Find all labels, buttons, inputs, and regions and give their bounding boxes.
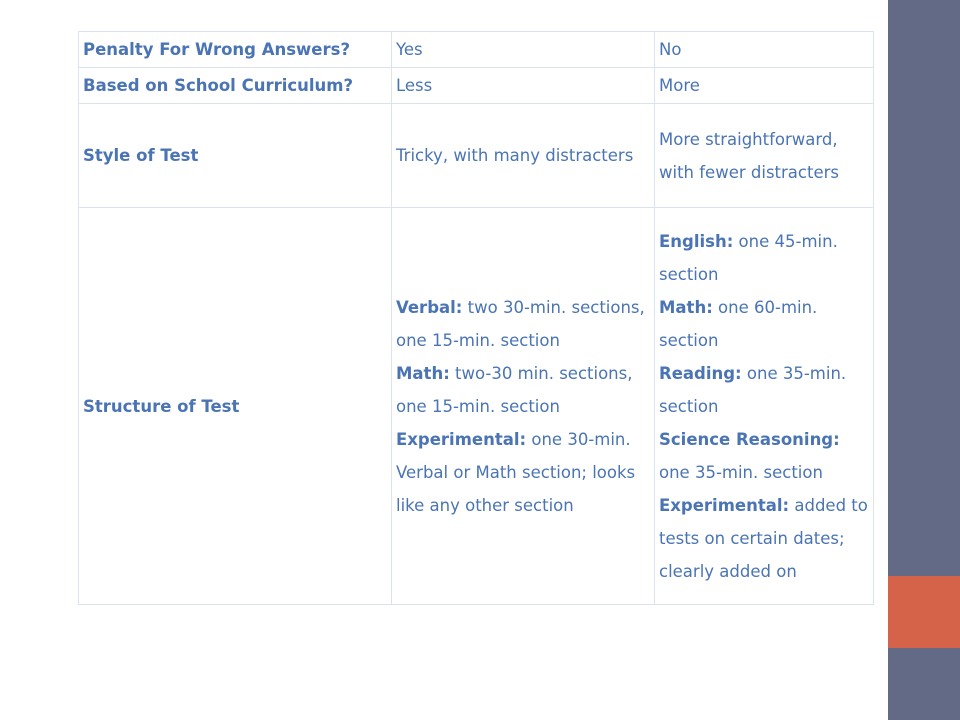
section-entry	[659, 291, 873, 357]
row-label: Penalty For Wrong Answers?	[79, 32, 392, 68]
table-cell: More straightforward, with fewer distracters	[655, 104, 874, 208]
section-entry	[396, 357, 654, 423]
table-cell: Less	[392, 68, 655, 104]
section-label: Experimental:	[659, 495, 790, 515]
section-label: Verbal:	[396, 297, 463, 317]
section-label: Science Reasoning:	[659, 429, 840, 449]
section-text: one 35-min. section	[659, 363, 847, 416]
section-label: Reading:	[659, 363, 742, 383]
section-text: two 30-min. sections, one 15-min. section	[396, 297, 645, 350]
section-text: two-30 min. sections, one 15-min. section	[396, 363, 633, 416]
decorative-accent-block	[888, 576, 960, 648]
section-text: one 45-min. section	[659, 231, 838, 284]
table-cell: No	[655, 32, 874, 68]
table-row	[79, 68, 874, 104]
table-cell	[655, 208, 874, 605]
section-text: one 30-min. Verbal or Math section; looks like any other section	[396, 429, 636, 515]
table-row	[79, 208, 874, 605]
table-cell: Yes	[392, 32, 655, 68]
table-cell: More	[655, 68, 874, 104]
table-row	[79, 104, 874, 208]
section-entry	[659, 357, 873, 423]
section-text: one 35-min. section	[659, 462, 823, 482]
comparison-table	[78, 31, 874, 605]
section-label: Math:	[659, 297, 713, 317]
section-label: English:	[659, 231, 734, 251]
table-row	[79, 32, 874, 68]
table-cell	[392, 208, 655, 605]
row-label: Structure of Test	[79, 208, 392, 605]
section-entry	[396, 423, 654, 522]
section-entry	[659, 225, 873, 291]
section-entry	[659, 423, 873, 489]
section-entry	[659, 489, 873, 588]
row-label: Style of Test	[79, 104, 392, 208]
table-cell: Tricky, with many distracters	[392, 104, 655, 208]
section-entry	[396, 291, 654, 357]
section-text: added to tests on certain dates; clearly added on	[659, 495, 868, 581]
section-label: Math:	[396, 363, 450, 383]
section-text: one 60-min. section	[659, 297, 818, 350]
section-label: Experimental:	[396, 429, 527, 449]
row-label: Based on School Curriculum?	[79, 68, 392, 104]
